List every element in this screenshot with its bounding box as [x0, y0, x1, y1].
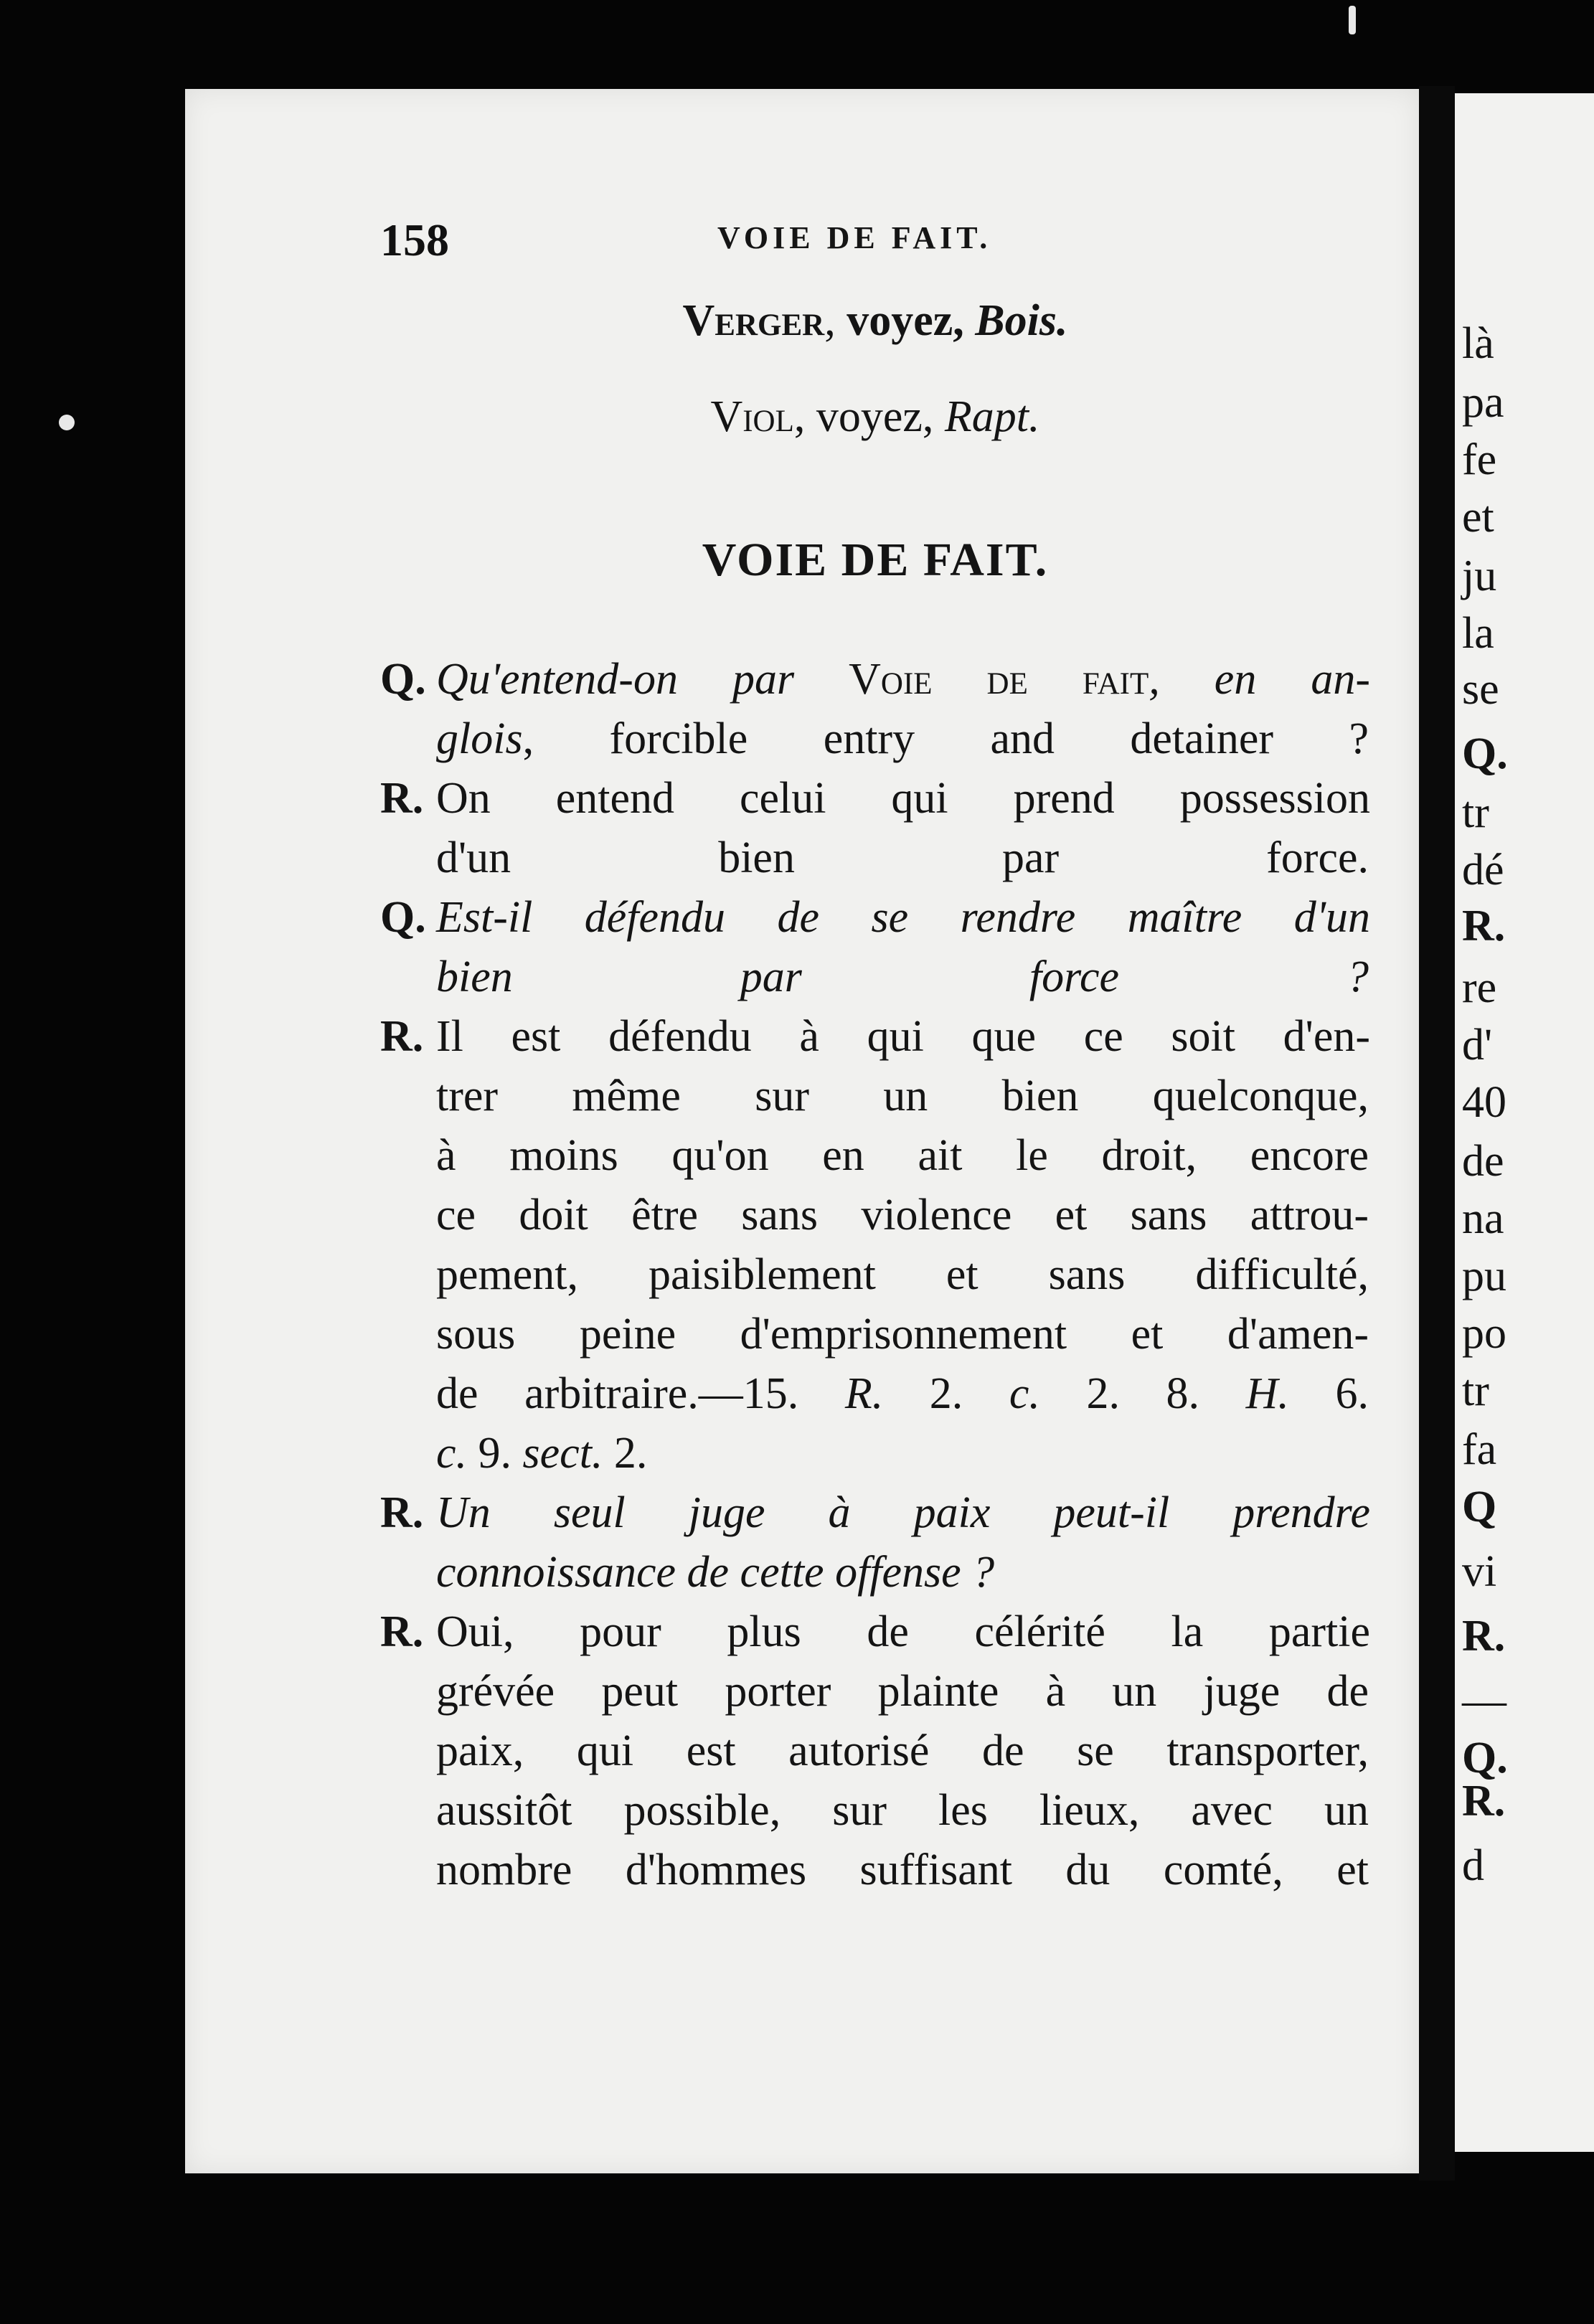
- text-run: bien par force ?: [436, 953, 1369, 1001]
- cross-reference-viol: Viol, voyez, Rapt.: [710, 392, 1040, 441]
- line-text: [436, 1846, 1369, 1894]
- page-number: 158: [380, 214, 449, 265]
- text-run: Il est défendu à qui que ce soit d'en-: [436, 1012, 1370, 1061]
- text-run: Qu'entend-on par: [436, 655, 849, 704]
- answer-marker: R.: [380, 1488, 424, 1537]
- text-line: [436, 1662, 1369, 1721]
- text-run: sect.: [522, 1429, 603, 1478]
- facing-text-fragment: pa: [1462, 378, 1504, 427]
- text-line: [380, 650, 1370, 709]
- text-run: 2.: [883, 1369, 1009, 1418]
- text-line: [436, 1781, 1369, 1840]
- facing-text-fragment: Q.: [1462, 729, 1508, 778]
- line-text: [436, 1786, 1369, 1835]
- text-run: H.: [1245, 1369, 1289, 1418]
- text-line: [436, 1424, 1369, 1483]
- facing-text-fragment: de: [1462, 1137, 1504, 1186]
- facing-text-fragment: Q.: [1462, 1734, 1508, 1782]
- text-run: grévée peut porter plainte à un juge de: [436, 1667, 1369, 1716]
- facing-text-fragment: —: [1462, 1676, 1506, 1725]
- line-text: [436, 893, 1370, 942]
- text-line: [380, 769, 1370, 828]
- scan-speck: [59, 415, 75, 430]
- text-line: [380, 1602, 1370, 1661]
- text-run: 6.: [1288, 1369, 1369, 1418]
- facing-text-fragment: se: [1462, 665, 1499, 714]
- text-run: , forcible entry and detainer ?: [522, 714, 1369, 763]
- facing-text-fragment: po: [1462, 1309, 1506, 1358]
- section-title: VOIE DE FAIT.: [702, 534, 1049, 586]
- line-text: [436, 714, 1369, 763]
- facing-text-fragment: R.: [1462, 1777, 1506, 1825]
- text-line: [436, 1721, 1369, 1780]
- facing-text-fragment: ju: [1462, 552, 1497, 600]
- text-run: Un seul juge à paix peut-il prendre: [436, 1488, 1370, 1537]
- line-text: [436, 655, 1370, 704]
- text-run: d'un bien par force.: [436, 833, 1369, 882]
- text-line: [380, 1483, 1370, 1542]
- text-run: 9.: [467, 1429, 523, 1478]
- answer-marker: R.: [380, 1012, 424, 1061]
- text-line: [436, 948, 1369, 1006]
- text-run: paix, qui est autorisé de se transporter,: [436, 1727, 1369, 1775]
- line-text: [436, 833, 1369, 882]
- text-run: 2.: [603, 1429, 648, 1478]
- line-text: [436, 1310, 1369, 1359]
- facing-text-fragment: tr: [1462, 1366, 1489, 1415]
- text-run: de arbitraire.—15.: [436, 1369, 845, 1418]
- answer-marker: R.: [380, 1607, 424, 1656]
- text-run: ce doit être sans violence et sans attrou-: [436, 1191, 1369, 1239]
- line-text: [436, 1607, 1370, 1656]
- line-text: [436, 1250, 1369, 1299]
- text-run: On entend celui qui prend possession: [436, 774, 1370, 823]
- text-run: glois: [436, 714, 523, 763]
- text-line: [436, 709, 1369, 768]
- text-run: connoissance de cette offense ?: [436, 1548, 995, 1597]
- facing-text-fragment: dé: [1462, 846, 1504, 894]
- text-line: [436, 1186, 1369, 1244]
- text-run: R.: [844, 1369, 884, 1418]
- text-run: pement, paisiblement et sans difficulté,: [436, 1250, 1369, 1299]
- cross-reference-verger: Verger, voyez, Bois.: [682, 296, 1068, 345]
- text-line: [436, 1841, 1369, 1899]
- facing-text-fragment: tr: [1462, 788, 1489, 837]
- line-text: [436, 1369, 1369, 1418]
- facing-text-fragment: R.: [1462, 902, 1506, 950]
- running-head: VOIE DE FAIT.: [717, 220, 992, 255]
- text-run: trer même sur un bien quelconque,: [436, 1072, 1369, 1120]
- facing-text-fragment: 40: [1462, 1078, 1506, 1127]
- page-header: [380, 214, 1385, 271]
- facing-text-fragment: fe: [1462, 435, 1497, 484]
- facing-text-fragment: vi: [1462, 1547, 1497, 1596]
- line-text: [436, 1012, 1370, 1061]
- text-run: c.: [1009, 1369, 1040, 1418]
- facing-text-fragment: et: [1462, 493, 1494, 542]
- text-run: nombre d'hommes suffisant du comté, et: [436, 1846, 1369, 1894]
- scan-speck: [1349, 6, 1356, 34]
- facing-text-fragment: na: [1462, 1194, 1504, 1243]
- line-text: [436, 1191, 1369, 1239]
- text-run: 2. 8.: [1039, 1369, 1246, 1418]
- text-run: à moins qu'on en ait le droit, encore: [436, 1131, 1369, 1180]
- line-text: [436, 1072, 1369, 1120]
- facing-text-fragment: fa: [1462, 1425, 1497, 1474]
- facing-text-fragment: d': [1462, 1021, 1493, 1069]
- text-run: , en an-: [1149, 655, 1370, 704]
- text-line: [436, 828, 1369, 887]
- text-run: c.: [436, 1429, 468, 1478]
- facing-text-fragment: re: [1462, 963, 1497, 1012]
- facing-text-fragment: là: [1462, 319, 1494, 368]
- facing-text-fragment: la: [1462, 609, 1494, 658]
- text-run: Oui, pour plus de célérité la partie: [436, 1607, 1370, 1656]
- facing-text-fragment: Q: [1462, 1483, 1497, 1531]
- question-marker: Q.: [380, 893, 426, 942]
- text-line: [380, 888, 1370, 947]
- text-line: [436, 1245, 1369, 1304]
- facing-text-fragment: R.: [1462, 1612, 1506, 1661]
- answer-marker: R.: [380, 774, 424, 823]
- facing-text-fragment: d: [1462, 1841, 1484, 1890]
- text-line: [380, 1007, 1370, 1066]
- line-text: [436, 953, 1369, 1001]
- text-line: [436, 1364, 1369, 1423]
- facing-text-fragment: pu: [1462, 1252, 1506, 1300]
- text-run: sous peine d'emprisonnement et d'amen-: [436, 1310, 1369, 1359]
- text-line: [436, 1067, 1369, 1125]
- line-text: [436, 1667, 1369, 1716]
- line-text: [436, 1131, 1369, 1180]
- text-run: Voie de fait: [849, 655, 1149, 704]
- text-line: [436, 1126, 1369, 1185]
- text-line: [436, 1543, 1369, 1602]
- line-text: [436, 1548, 994, 1597]
- page-gutter: [1419, 86, 1455, 2181]
- text-line: [436, 1305, 1369, 1364]
- line-text: [436, 1727, 1369, 1775]
- text-run: aussitôt possible, sur les lieux, avec un: [436, 1786, 1369, 1835]
- question-marker: Q.: [380, 655, 426, 704]
- line-text: [436, 1429, 647, 1478]
- line-text: [436, 774, 1370, 823]
- line-text: [436, 1488, 1370, 1537]
- text-run: Est-il défendu de se rendre maître d'un: [436, 893, 1370, 942]
